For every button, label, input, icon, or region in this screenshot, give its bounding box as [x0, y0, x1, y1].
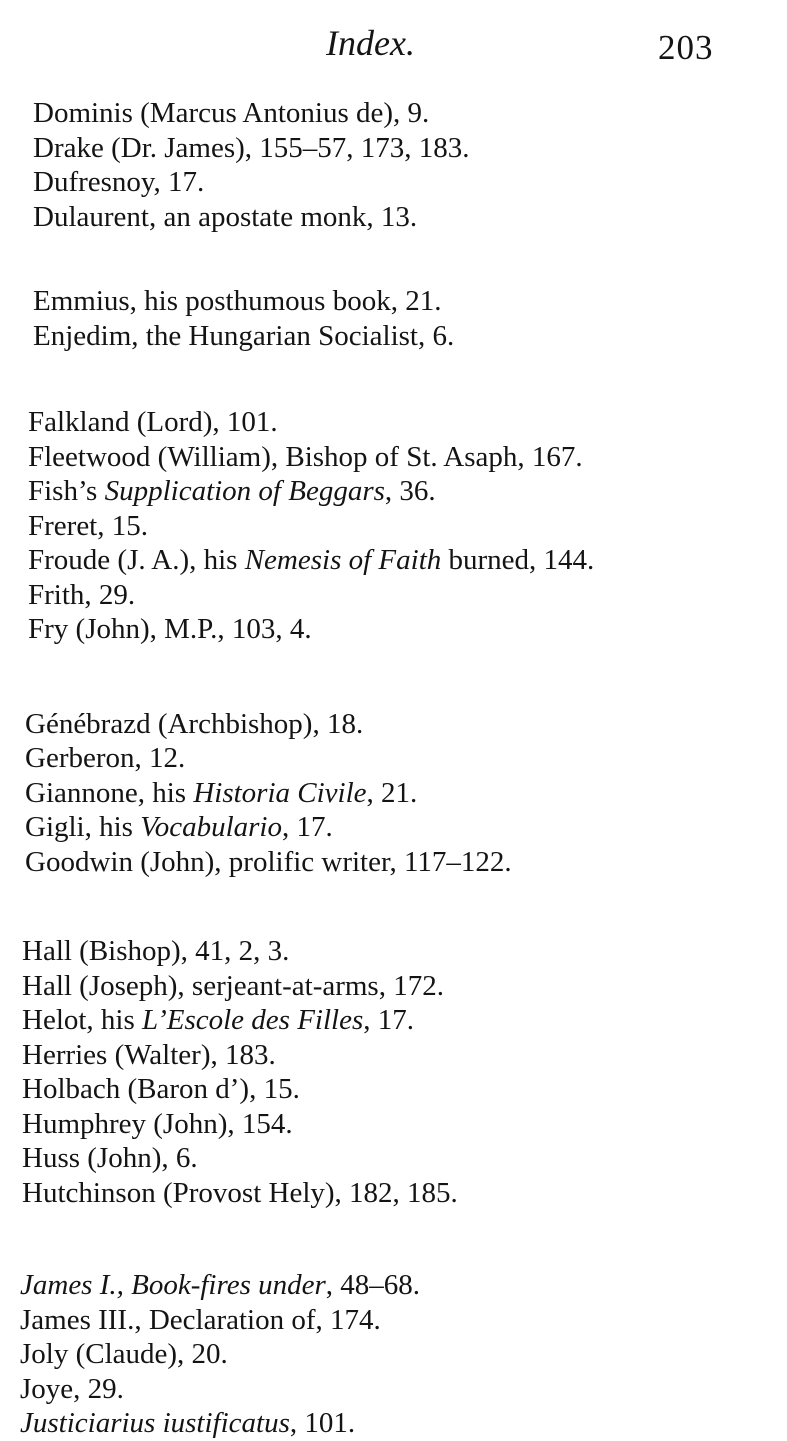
index-entry: Fleetwood (William), Bishop of St. Asaph, 167. — [28, 440, 583, 473]
index-entry: Dufresnoy, 17. — [33, 166, 205, 198]
index-entry: Génébrazd (Archbishop), 18. — [25, 707, 364, 740]
index-entry: Enjedim, the Hungarian Socialist, 6. — [33, 319, 455, 352]
index-entry: Hutchinson (Provost Hely), 182, 185. — [22, 1176, 458, 1209]
index-entry — [28, 543, 787, 578]
index-entry: Hall (Joseph), serjeant-at-arms, 172. — [22, 969, 444, 1002]
index-entry: Drake (Dr. James), 155–57, 173, 183. — [33, 131, 470, 164]
entry-text: Gigli, his — [25, 811, 141, 843]
entry-text: Helot, his — [22, 1004, 143, 1036]
index-entry: Joye, 29. — [20, 1372, 124, 1405]
entry-title-italic: L’Escole des Filles — [142, 1004, 364, 1036]
index-entry: Huss (John), 6. — [22, 1142, 198, 1174]
entry-text: , 101. — [289, 1407, 356, 1439]
page-title: Index. — [326, 23, 415, 63]
entry-text: Fish’s — [28, 475, 105, 507]
index-entry: Falkland (Lord), 101. — [28, 406, 278, 438]
index-section-e — [33, 284, 787, 353]
index-entry: Fry (John), M.P., 103, 4. — [28, 613, 312, 645]
entry-title-italic: Vocabulario — [140, 811, 282, 843]
index-entry — [20, 1406, 787, 1441]
index-entry — [20, 1268, 787, 1303]
index-entry: Freret, 15. — [28, 509, 148, 542]
entry-text: Giannone, his — [25, 776, 194, 809]
index-entry: Goodwin (John), prolific writer, 117–122. — [25, 845, 512, 878]
index-section-j — [20, 1268, 787, 1441]
index-entry: Gerberon, 12. — [25, 742, 186, 774]
index-entry: Humphrey (John), 154. — [22, 1107, 293, 1140]
index-entry: Dulaurent, an apostate monk, 13. — [33, 200, 418, 233]
index-entry: Dominis (Marcus Antonius de), 9. — [33, 97, 430, 129]
index-section-d — [33, 96, 787, 234]
index-entry — [25, 810, 787, 845]
entry-text: , 17. — [282, 811, 333, 843]
entry-text: , 21. — [366, 776, 418, 809]
index-entry: James III., Declaration of, 174. — [20, 1303, 381, 1336]
entry-text: , 48–68. — [325, 1269, 421, 1301]
entry-title-italic: Supplication of Beggars — [104, 475, 385, 507]
index-list — [0, 96, 787, 1441]
entry-text: burned, 144. — [441, 544, 595, 576]
index-entry — [28, 474, 787, 509]
entry-title-italic: Nemesis of Faith — [244, 544, 442, 576]
index-entry: Emmius, his posthumous book, 21. — [33, 285, 442, 317]
index-entry — [22, 1003, 787, 1038]
index-section-g — [25, 707, 787, 880]
index-entry: Hall (Bishop), 41, 2, 3. — [22, 935, 290, 967]
index-section-h — [22, 934, 787, 1210]
page-number: 203 — [658, 28, 714, 67]
entry-text: Froude (J. A.), his — [28, 544, 245, 576]
entry-text: , 17. — [363, 1004, 414, 1036]
index-entry — [25, 776, 787, 811]
running-header — [0, 22, 787, 72]
entry-title-italic: Historia Civile — [193, 776, 367, 809]
entry-text: , 36. — [384, 475, 436, 507]
entry-title-italic: James I., Book-fires under — [20, 1269, 326, 1301]
index-section-f — [28, 405, 787, 647]
entry-title-italic: Justiciarius iustificatus — [20, 1407, 290, 1439]
index-entry: Joly (Claude), 20. — [20, 1338, 228, 1370]
index-entry: Herries (Walter), 183. — [22, 1038, 276, 1071]
index-entry: Holbach (Baron d’), 15. — [22, 1073, 300, 1105]
index-entry: Frith, 29. — [28, 578, 136, 611]
